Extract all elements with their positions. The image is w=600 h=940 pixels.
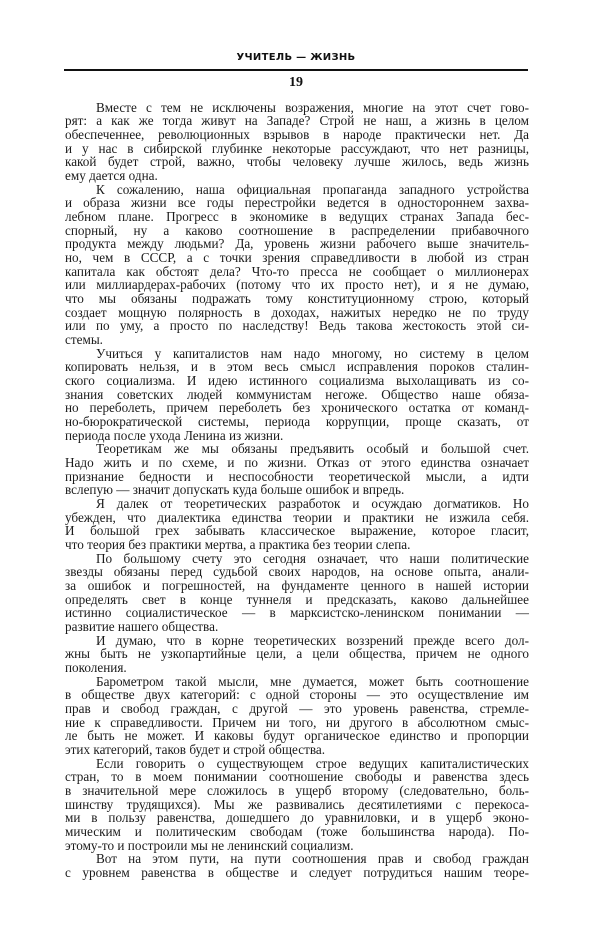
text-line: По большому счету это сегодня означает, что наши политические bbox=[96, 550, 529, 566]
text-line: копировать нельзя, и в этом весь смысл исправления пороков сталин- bbox=[65, 359, 529, 375]
page-number: 19 bbox=[289, 75, 303, 90]
text-line: мическим и политическим свободам (тоже большинства народа). По- bbox=[65, 824, 529, 840]
text-line: ского социализма. И идею истинного социализма выхолащивать из со- bbox=[65, 372, 529, 388]
paragraph bbox=[65, 347, 529, 443]
paragraph bbox=[65, 634, 529, 675]
text-line: но переболеть, причем переболеть без хронического остатка от команд- bbox=[65, 400, 529, 416]
text-line: стран, то в моем понимании соотношение свободы и равенства здесь bbox=[65, 769, 529, 785]
text-line: Я далек от теоретических разработок и осуждаю догматиков. Но bbox=[96, 495, 529, 511]
text-line: в обществе двух категорий: с одной стороны — это осуществление им bbox=[65, 687, 529, 703]
paragraph bbox=[65, 101, 529, 183]
text-line: с уровнем равенства в обществе и следует потрудиться нашим теоре- bbox=[65, 865, 529, 881]
text-line: поколения. bbox=[65, 660, 127, 676]
text-line: Вместе с тем не исключены возражения, многие на этот счет гово- bbox=[96, 99, 529, 115]
text-line: знания советских людей коммунистам негоже. Общество наше обяза- bbox=[65, 386, 529, 402]
text-line: И большой грех забывать классическое выражение, которое гласит, bbox=[65, 523, 529, 539]
text-line: Барометром такой мысли, мне думается, может быть соотношение bbox=[96, 673, 529, 689]
paragraph bbox=[65, 757, 529, 853]
text-line: определять свет в конце туннеля и предсказать, каково дальнейшее bbox=[65, 591, 529, 607]
text-line: за ошибок и погрешностей, на фундаменте ценного в нашей истории bbox=[65, 578, 529, 594]
paragraph bbox=[65, 675, 529, 757]
text-line: прав и свобод граждан, с другой — это уровень равенства, стремле- bbox=[65, 701, 529, 717]
text-line: но-бюрократической системы, периода коррупции, проще сказать, от bbox=[65, 413, 529, 429]
paragraph bbox=[65, 497, 529, 552]
text-line: этих категорий, таков будет и строй общества. bbox=[65, 742, 326, 758]
text-line: обеспеченнее, революционных взрывов в народе практически нет. Да bbox=[65, 126, 529, 142]
text-line: звезды обязаны перед судьбой своих народов, на основе опыта, анали- bbox=[65, 564, 529, 580]
text-line: создает мощную полярность в доходах, нажитых нередко не по труду bbox=[65, 304, 529, 320]
text-line: Теоретикам же мы обязаны предъявить особый и большой счет. bbox=[96, 441, 529, 457]
text-line: какой будет строй, важно, чтобы человеку лучше жилось, ведь жизнь bbox=[65, 154, 529, 170]
text-line: истинно социалистическое — в марксистско-ленинском понимании — bbox=[65, 605, 529, 621]
text-line: Учиться у капиталистов нам надо многому, но систему в целом bbox=[96, 345, 529, 361]
text-line: Надо жить и по схеме, и по жизни. Отказ от этого единства означает bbox=[65, 454, 529, 470]
text-line: убежден, что диалектика единства теории и практики не изжила себя. bbox=[65, 509, 529, 525]
text-line: продукта между людьми? Да, уровень жизни рабочего выше значитель- bbox=[65, 236, 529, 252]
text-line: развитие нашего общества. bbox=[65, 619, 219, 635]
paragraph bbox=[65, 552, 529, 634]
text-line: спорный, ну а каково соотношение в распределении прибавочного bbox=[65, 222, 529, 238]
text-line: периода после ухода Ленина из жизни. bbox=[65, 427, 284, 443]
text-line: ле быть не может. И каковы будут органическое единство и пропорции bbox=[65, 728, 529, 744]
text-line: этому-то и построили мы не ленинский социализм. bbox=[65, 837, 354, 853]
text-line: лебном плане. Прогресс в экономике в ведущих странах Запада бес- bbox=[65, 208, 529, 224]
text-line: или миллиардерах-рабочих (потому что их просто нет), и я не думаю, bbox=[65, 277, 529, 293]
paragraph bbox=[65, 852, 529, 879]
text-line: но, чем в СССР, а с точки зрения справедливости в любой из стран bbox=[65, 249, 529, 265]
header-rule bbox=[64, 69, 528, 71]
text-line: вслепую — значит допускать куда больше ошибок и впредь. bbox=[65, 482, 405, 498]
text-line: что мы обязаны подражать тому конституционному строю, который bbox=[65, 290, 529, 306]
paragraph bbox=[65, 183, 529, 347]
text-line: признание бедности и неспособности теоретической мысли, а идти bbox=[65, 468, 529, 484]
text-line: рят: а как же тогда живут на Западе? Строй не наш, а жизнь в целом bbox=[65, 113, 529, 129]
text-line: И думаю, что в корне теоретических воззрений прежде всего дол- bbox=[96, 632, 529, 648]
text-line: или по уму, а просто по наследству! Ведь такова жестокость этой си- bbox=[65, 318, 529, 334]
text-line: Вот на этом пути, на пути соотношения прав и свобод граждан bbox=[96, 851, 529, 867]
text-line: в значительной мере сложилось в ущерб второму (следовательно, боль- bbox=[65, 783, 529, 799]
text-line: и образа жизни все годы перестройки ведется в одностороннем захва- bbox=[65, 195, 529, 211]
text-line: К сожалению, наша официальная пропаганда западного устройства bbox=[96, 181, 529, 197]
text-line: ему дается одна. bbox=[65, 167, 158, 183]
text-line: и у нас в сибирской глубинке некоторые рассуждают, что нет разницы, bbox=[65, 140, 529, 156]
text-line: жны быть не узкопартийные цели, а цели общества, причем не одного bbox=[65, 646, 529, 662]
text-line: шинству трудящихся). Мы же развивались десятилетиями с перекоса- bbox=[65, 796, 529, 812]
paragraph bbox=[65, 442, 529, 497]
body-text bbox=[65, 101, 529, 880]
text-line: Если говорить о существующем строе ведущих капиталистических bbox=[96, 755, 529, 771]
text-line: капитала как обстоят дела? Что-то пресса не сообщает о миллионерах bbox=[65, 263, 529, 279]
text-line: что теория без практики мертва, а практика без теории слепа. bbox=[65, 537, 411, 552]
text-line: ми в пользу равенства, дошедшего до уравниловки, и в ущерб эконо- bbox=[65, 810, 529, 826]
running-title: УЧИТЕЛЬ — ЖИЗНЬ bbox=[236, 52, 356, 63]
text-line: ние к справедливости. Причем ни того, ни другого в абсолютном смыс- bbox=[65, 714, 529, 730]
text-line: стемы. bbox=[65, 331, 103, 347]
